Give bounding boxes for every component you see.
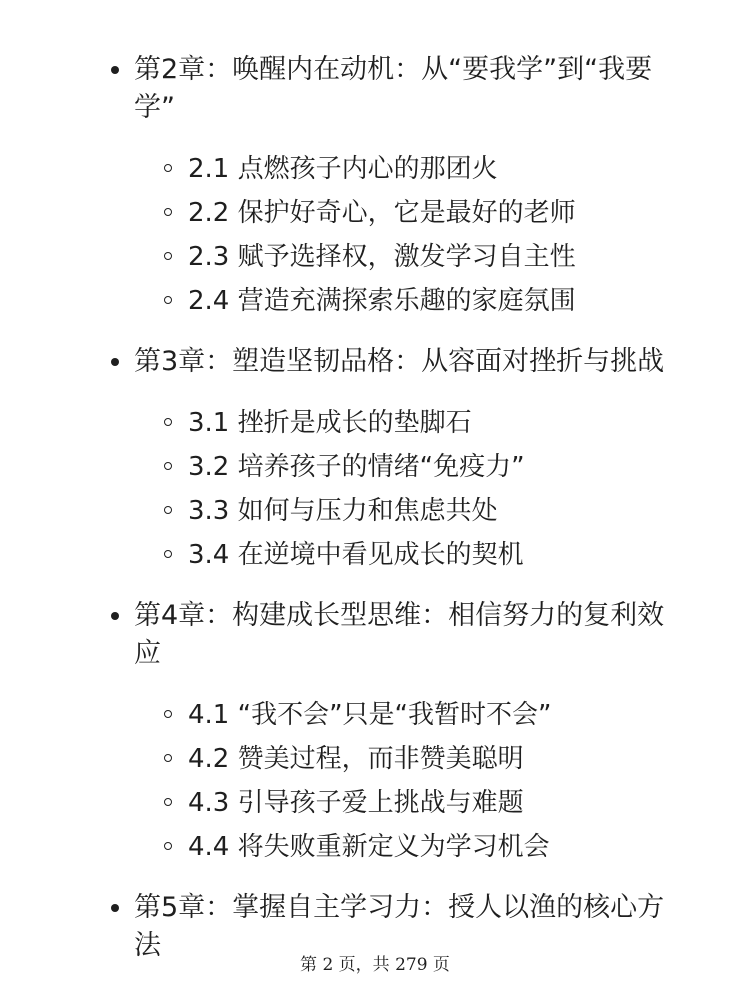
section-item [188, 401, 670, 445]
chapter-title: 第3章：塑造坚韧品格：从容面对挫折与挑战 [134, 346, 665, 377]
hollow-bullet-icon [164, 418, 172, 426]
hollow-bullet-icon [164, 252, 172, 260]
section-title: 4.3 引导孩子爱上挑战与难题 [188, 788, 524, 818]
section-item [188, 445, 670, 489]
section-item [188, 235, 670, 279]
section-title: 2.2 保护好奇心，它是最好的老师 [188, 198, 576, 228]
section-list [134, 147, 670, 323]
section-title: 4.1 “我不会”只是“我暂时不会” [188, 700, 552, 730]
section-title: 3.2 培养孩子的情绪“免疫力” [188, 452, 525, 482]
filled-bullet-icon [111, 904, 119, 912]
hollow-bullet-icon [164, 296, 172, 304]
filled-bullet-icon [111, 358, 119, 366]
section-list [134, 401, 670, 577]
filled-bullet-icon [111, 612, 119, 620]
chapter-title: 第2章：唤醒内在动机：从“要我学”到“我要学” [134, 54, 653, 123]
hollow-bullet-icon [164, 164, 172, 172]
section-title: 3.4 在逆境中看见成长的契机 [188, 540, 524, 570]
page-footer: 第 2 页，共 279 页 [300, 955, 450, 975]
section-title: 2.3 赋予选择权，激发学习自主性 [188, 242, 576, 272]
section-item [188, 279, 670, 323]
hollow-bullet-icon [164, 550, 172, 558]
chapter-item [0, 51, 750, 323]
hollow-bullet-icon [164, 506, 172, 514]
section-list [134, 693, 670, 869]
chapter-item [0, 597, 750, 869]
hollow-bullet-icon [164, 754, 172, 762]
hollow-bullet-icon [164, 798, 172, 806]
section-title: 4.4 将失败重新定义为学习机会 [188, 832, 550, 862]
section-item [188, 533, 670, 577]
hollow-bullet-icon [164, 710, 172, 718]
section-title: 2.4 营造充满探索乐趣的家庭氛围 [188, 286, 576, 316]
chapter-title: 第4章：构建成长型思维：相信努力的复利效应 [134, 600, 665, 669]
chapter-title: 第5章：掌握自主学习力：授人以渔的核心方法 [134, 892, 665, 961]
section-item [188, 191, 670, 235]
section-item [188, 737, 670, 781]
section-title: 3.3 如何与压力和焦虑共处 [188, 496, 498, 526]
section-item [188, 825, 670, 869]
section-item [188, 489, 670, 533]
chapter-outline [0, 51, 750, 985]
section-title: 2.1 点燃孩子内心的那团火 [188, 154, 498, 184]
hollow-bullet-icon [164, 462, 172, 470]
section-title: 3.1 挫折是成长的垫脚石 [188, 408, 472, 438]
section-item [188, 781, 670, 825]
section-item [188, 147, 670, 191]
section-item [188, 693, 670, 737]
hollow-bullet-icon [164, 842, 172, 850]
hollow-bullet-icon [164, 208, 172, 216]
filled-bullet-icon [111, 66, 119, 74]
section-title: 4.2 赞美过程，而非赞美聪明 [188, 744, 524, 774]
chapter-item [0, 343, 750, 577]
